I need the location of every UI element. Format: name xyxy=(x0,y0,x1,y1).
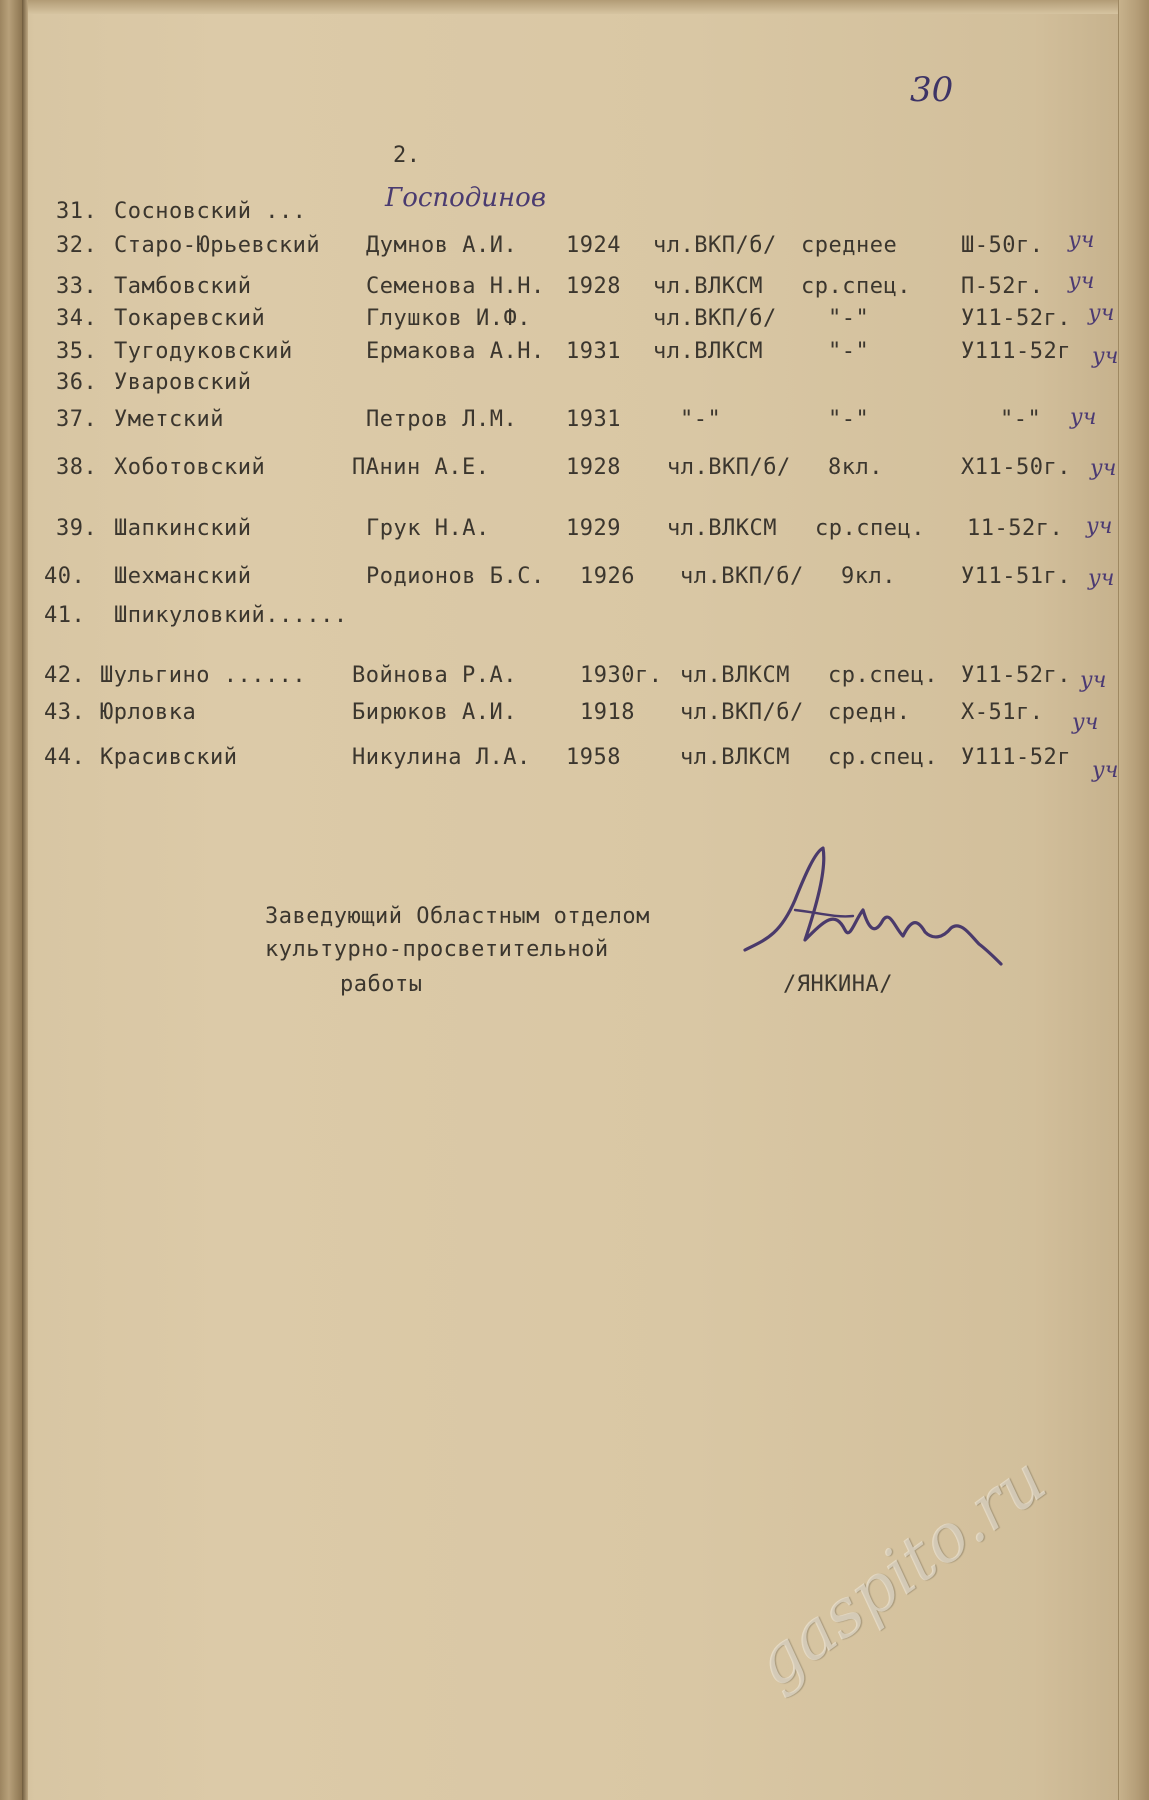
person-name: Родионов Б.С. xyxy=(366,564,545,589)
district-name: Шпикуловкий...... xyxy=(114,603,348,628)
signer-title-line2: культурно-просветительной xyxy=(265,937,609,962)
birth-year: 1928 xyxy=(566,455,621,480)
person-name: Ермакова А.Н. xyxy=(366,339,545,364)
party-membership: чл.ВКП/б/ xyxy=(653,233,777,258)
pencil-mark: уч xyxy=(1068,228,1095,253)
person-name: ПАнин А.Е. xyxy=(352,455,490,480)
education: ср.спец. xyxy=(801,274,911,299)
row-number: 31. xyxy=(56,199,98,224)
education: "-" xyxy=(828,407,870,432)
party-membership: чл.ВЛКСМ xyxy=(653,274,763,299)
party-membership: "-" xyxy=(680,407,722,432)
pencil-mark: уч xyxy=(1068,269,1095,294)
party-membership: чл.ВЛКСМ xyxy=(667,516,777,541)
row-number: 39. xyxy=(56,516,98,541)
page-right-edge xyxy=(1118,0,1149,1800)
signer-title-line1: Заведующий Областным отделом xyxy=(265,904,650,929)
district-name: Уваровский xyxy=(114,370,252,395)
pencil-mark: уч xyxy=(1088,301,1115,326)
district-name: Красивский xyxy=(100,745,238,770)
pencil-mark: уч xyxy=(1090,456,1117,481)
district-name: Старо-Юрьевский xyxy=(114,233,321,258)
education: среднее xyxy=(801,233,898,258)
pencil-mark: уч xyxy=(1092,344,1119,369)
party-membership: чл.ВКП/б/ xyxy=(680,700,804,725)
course-info: У111-52г xyxy=(961,745,1071,770)
district-name: Шехманский xyxy=(114,564,252,589)
district-name: Тугодуковский xyxy=(114,339,293,364)
row-number: 33. xyxy=(56,274,98,299)
education: средн. xyxy=(828,700,911,725)
district-name: Токаревский xyxy=(114,306,266,331)
birth-year: 1931 xyxy=(566,407,621,432)
course-info: У111-52г xyxy=(961,339,1071,364)
birth-year: 1928 xyxy=(566,274,621,299)
pencil-mark: уч xyxy=(1072,710,1099,735)
education: 8кл. xyxy=(828,455,883,480)
handwritten-name: Господинов xyxy=(385,183,546,213)
birth-year: 1924 xyxy=(566,233,621,258)
person-name: Семенова Н.Н. xyxy=(366,274,545,299)
row-number: 43. xyxy=(44,700,86,725)
watermark: gaspito.ru xyxy=(740,1440,1060,1703)
district-name: Хоботовский xyxy=(114,455,266,480)
party-membership: чл.ВЛКСМ xyxy=(653,339,763,364)
party-membership: чл.ВКП/б/ xyxy=(653,306,777,331)
pencil-mark: уч xyxy=(1086,514,1113,539)
district-name: Шульгино ...... xyxy=(100,663,307,688)
person-name: Глушков И.Ф. xyxy=(366,306,531,331)
party-membership: чл.ВКП/б/ xyxy=(667,455,791,480)
district-name: Тамбовский xyxy=(114,274,252,299)
education: "-" xyxy=(828,306,870,331)
district-name: Уметский xyxy=(114,407,224,432)
row-number: 37. xyxy=(56,407,98,432)
pencil-mark: уч xyxy=(1088,566,1115,591)
person-name: Бирюков А.И. xyxy=(352,700,517,725)
course-info: 11-52г. xyxy=(967,516,1064,541)
birth-year: 1918 xyxy=(580,700,635,725)
birth-year: 1958 xyxy=(566,745,621,770)
education: ср.спец. xyxy=(828,663,938,688)
person-name: Войнова Р.А. xyxy=(352,663,517,688)
course-info: "-" xyxy=(1000,407,1042,432)
district-name: Шапкинский xyxy=(114,516,252,541)
folio-number: 30 xyxy=(910,70,954,110)
district-name: Юрловка xyxy=(100,700,197,725)
binding-strip xyxy=(0,0,22,1800)
education: "-" xyxy=(828,339,870,364)
person-name: Петров Л.М. xyxy=(366,407,518,432)
binding-edge xyxy=(22,0,28,1800)
row-number: 42. xyxy=(44,663,86,688)
row-number: 38. xyxy=(56,455,98,480)
row-number: 32. xyxy=(56,233,98,258)
person-name: Никулина Л.А. xyxy=(352,745,531,770)
person-name: Думнов А.И. xyxy=(366,233,518,258)
education: 9кл. xyxy=(841,564,896,589)
course-info: Ш-50г. xyxy=(961,233,1044,258)
row-number: 40. xyxy=(44,564,86,589)
row-number: 34. xyxy=(56,306,98,331)
course-info: У11-52г. xyxy=(961,306,1071,331)
course-info: У11-52г. xyxy=(961,663,1071,688)
party-membership: чл.ВЛКСМ xyxy=(680,663,790,688)
signer-name: /ЯНКИНА/ xyxy=(783,972,893,997)
handwritten-signature xyxy=(735,840,1005,980)
page-top-edge xyxy=(0,0,1149,14)
course-info: П-52г. xyxy=(961,274,1044,299)
pencil-mark: уч xyxy=(1092,758,1119,783)
course-info: Х11-50г. xyxy=(961,455,1071,480)
education: ср.спец. xyxy=(828,745,938,770)
birth-year: 1931 xyxy=(566,339,621,364)
course-info: Х-51г. xyxy=(961,700,1044,725)
person-name: Грук Н.А. xyxy=(366,516,490,541)
row-number: 44. xyxy=(44,745,86,770)
course-info: У11-51г. xyxy=(961,564,1071,589)
party-membership: чл.ВКП/б/ xyxy=(680,564,804,589)
page-number: 2. xyxy=(393,143,421,168)
pencil-mark: уч xyxy=(1080,668,1107,693)
signer-title-line3: работы xyxy=(340,972,423,997)
birth-year: 1930г. xyxy=(580,663,663,688)
education: ср.спец. xyxy=(815,516,925,541)
row-number: 41. xyxy=(44,603,86,628)
district-name: Сосновский ... xyxy=(114,199,307,224)
birth-year: 1929 xyxy=(566,516,621,541)
pencil-mark: уч xyxy=(1070,405,1097,430)
party-membership: чл.ВЛКСМ xyxy=(680,745,790,770)
birth-year: 1926 xyxy=(580,564,635,589)
row-number: 35. xyxy=(56,339,98,364)
row-number: 36. xyxy=(56,370,98,395)
